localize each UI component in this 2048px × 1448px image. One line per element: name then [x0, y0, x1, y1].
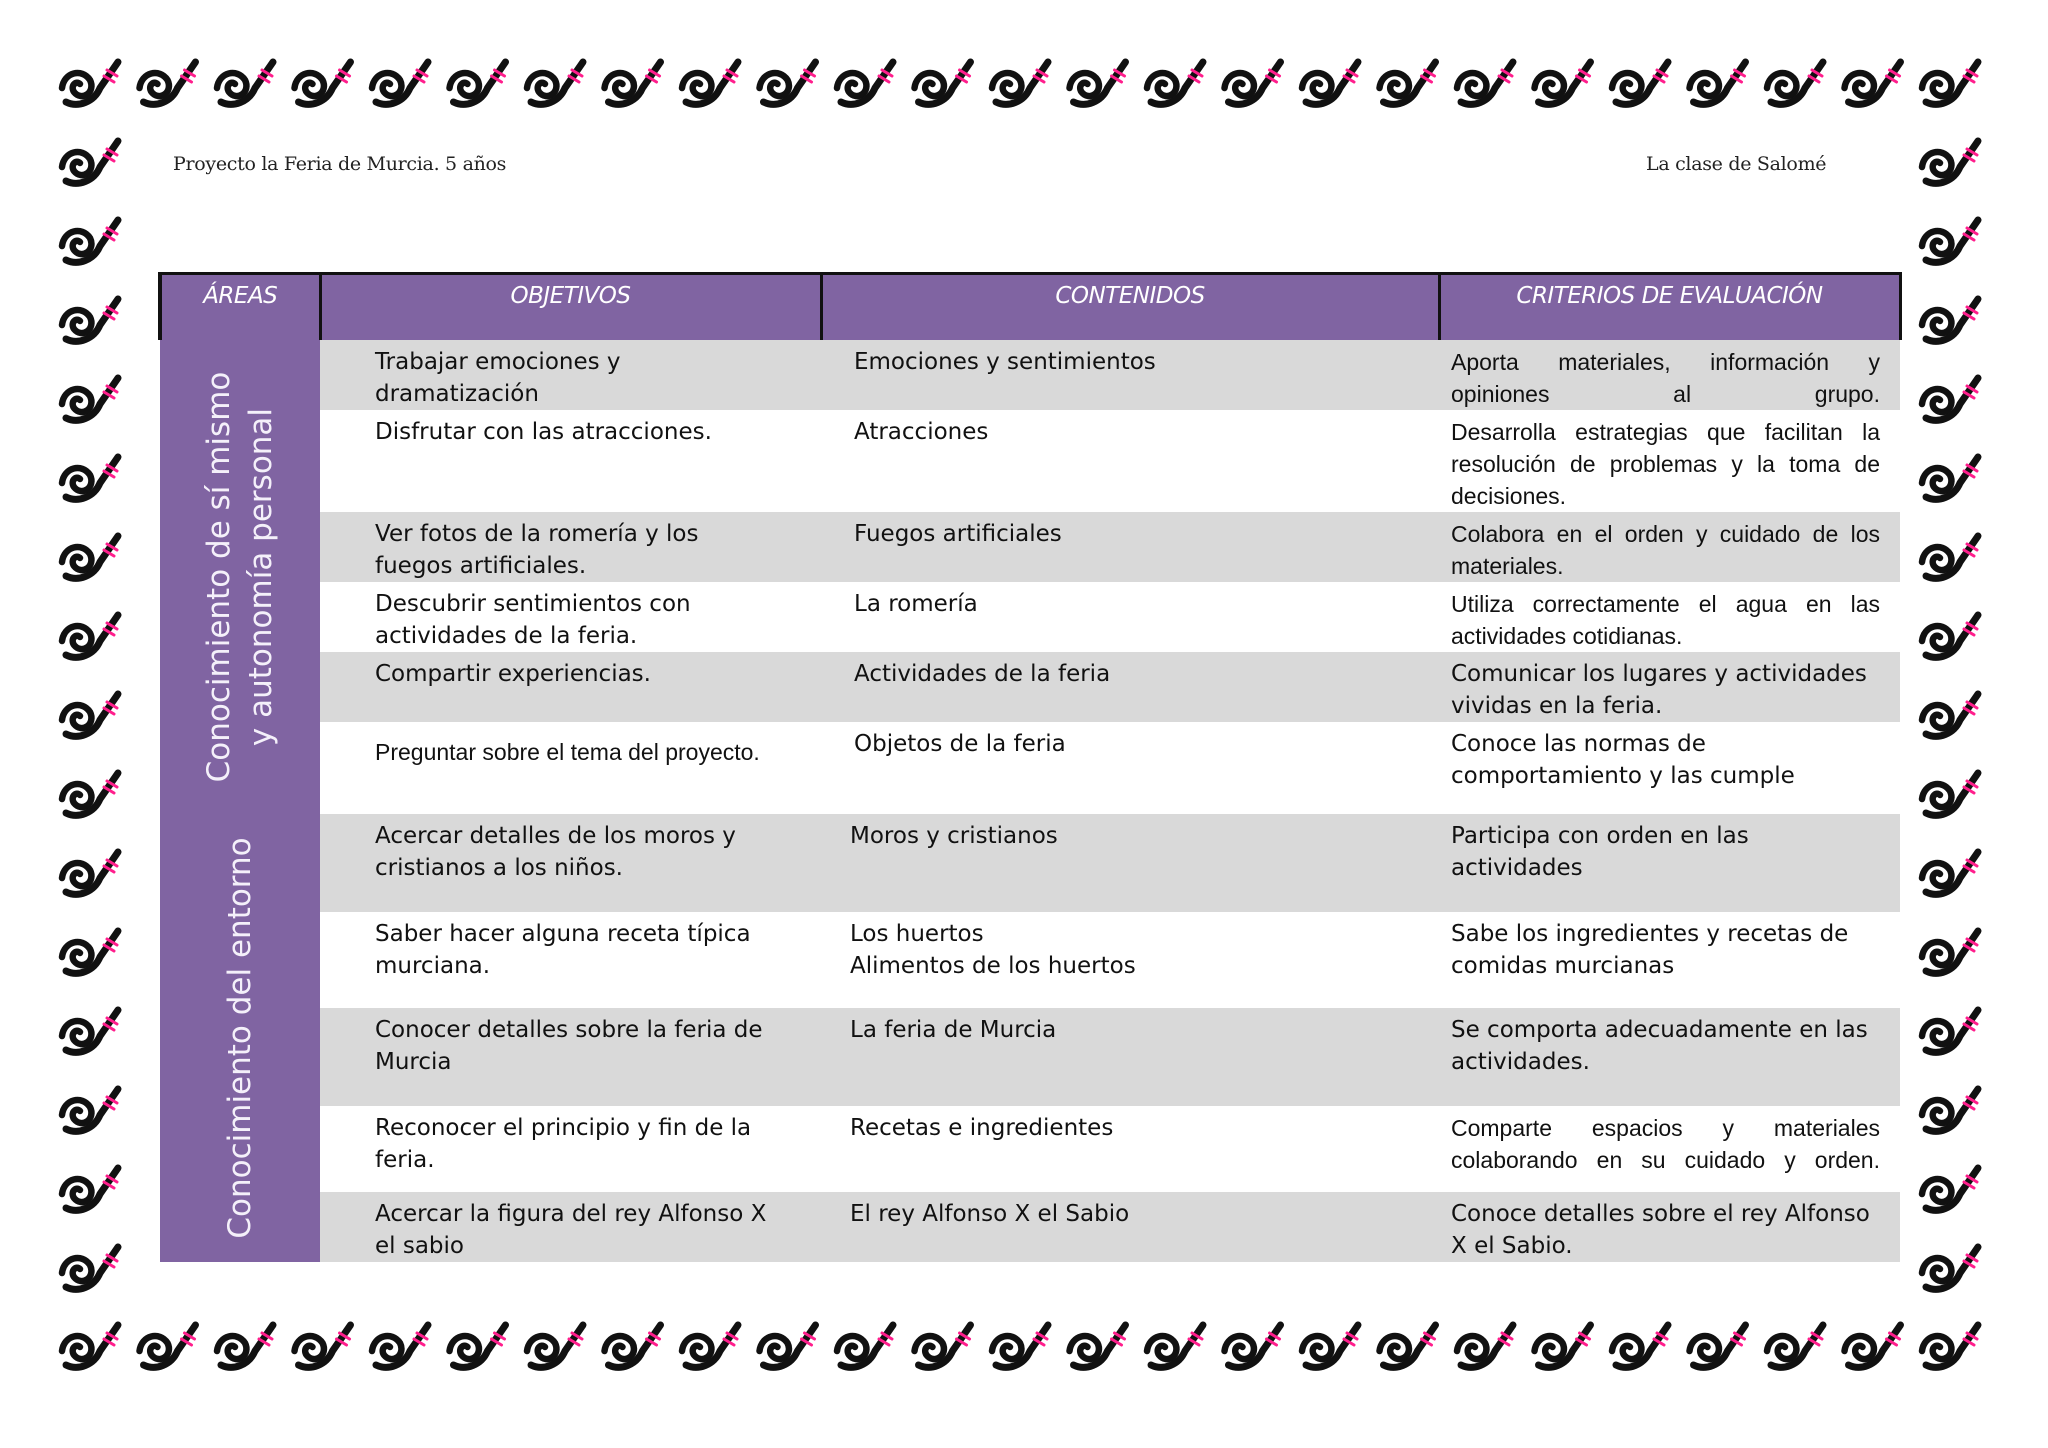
swirl-ornament [1922, 694, 1978, 736]
swirl-ornament [1457, 62, 1513, 104]
swirl-ornament [1302, 62, 1358, 104]
contenido-cell: La feria de Murcia [821, 1008, 1439, 1106]
header-contenidos: CONTENIDOS [821, 274, 1439, 340]
swirl-ornament [527, 62, 583, 104]
swirl-ornament [992, 1325, 1048, 1367]
swirl-ornament [1922, 931, 1978, 973]
swirl-ornament [372, 62, 428, 104]
header-project-title: Proyecto la Feria de Murcia. 5 años [173, 153, 507, 175]
table-row [160, 912, 1900, 1008]
swirl-ornament [1070, 1325, 1126, 1367]
swirl-ornament [837, 62, 893, 104]
header-objetivos: OBJETIVOS [320, 274, 821, 340]
swirl-ornament [62, 1168, 118, 1210]
swirl-ornament [295, 62, 351, 104]
contenido-cell: Objetos de la feria [821, 722, 1439, 814]
swirl-ornament [837, 1325, 893, 1367]
swirl-ornament [915, 1325, 971, 1367]
header-class-name: La clase de Salomé [1646, 153, 1827, 175]
swirl-ornament [62, 457, 118, 499]
objetivo-cell: Saber hacer alguna receta típica murciana. [320, 912, 821, 1008]
objetivo-cell: Compartir experiencias. [320, 652, 821, 722]
swirl-ornament [760, 62, 816, 104]
swirl-ornament [1535, 62, 1591, 104]
swirl-ornament [62, 1247, 118, 1289]
swirl-ornament [1845, 1325, 1901, 1367]
criterio-cell: Comunicar los lugares y actividades vividas en la feria. [1439, 652, 1900, 722]
criterio-cell: Sabe los ingredientes y recetas de comidas murcianas [1439, 912, 1900, 1008]
swirl-ornament [62, 931, 118, 973]
objetivo-cell: Trabajar emociones y dramatización [320, 340, 821, 410]
swirl-ornament [1922, 1247, 1978, 1289]
swirl-ornament [605, 1325, 661, 1367]
criterio-cell: Participa con orden en las actividades [1439, 814, 1900, 912]
swirl-ornament [1225, 1325, 1281, 1367]
table-row [160, 1106, 1900, 1192]
swirl-ornament [1767, 62, 1823, 104]
swirl-ornament [62, 694, 118, 736]
swirl-ornament [1767, 1325, 1823, 1367]
contenido-line: Alimentos de los huertos [850, 952, 1136, 979]
swirl-ornament [915, 62, 971, 104]
contenido-cell: Moros y cristianos [821, 814, 1439, 912]
swirl-ornament [1690, 62, 1746, 104]
swirl-ornament [1922, 615, 1978, 657]
swirl-ornament [140, 62, 196, 104]
swirl-ornament [295, 1325, 351, 1367]
swirl-ornament [1612, 62, 1668, 104]
swirl-ornament [450, 1325, 506, 1367]
objetivo-cell: Conocer detalles sobre la feria de Murcia [320, 1008, 821, 1106]
swirl-ornament [1380, 1325, 1436, 1367]
area-label: Conocimiento del entorno [222, 836, 258, 1239]
swirl-ornament [1922, 457, 1978, 499]
swirl-ornament [1922, 536, 1978, 578]
criterio-cell: Comparte espacios y materiales colaborando en su cuidado y orden. [1439, 1106, 1900, 1192]
swirl-ornament [62, 773, 118, 815]
swirl-ornament [605, 62, 661, 104]
swirl-ornament [372, 1325, 428, 1367]
swirl-ornament [1147, 1325, 1203, 1367]
table-row [160, 512, 1900, 582]
swirl-ornament [682, 1325, 738, 1367]
swirl-ornament [62, 852, 118, 894]
contenido-cell: Fuegos artificiales [821, 512, 1439, 582]
criterio-cell: Colabora en el orden y cuidado de los materiales. [1439, 512, 1900, 582]
area-label: Conocimiento de sí mismo y autonomía personal [201, 371, 279, 782]
swirl-ornament [1922, 773, 1978, 815]
contenido-cell: El rey Alfonso X el Sabio [821, 1192, 1439, 1262]
objetivo-cell: Descubrir sentimientos con actividades de la feria. [320, 582, 821, 652]
swirl-ornament [1302, 1325, 1358, 1367]
table-row [160, 410, 1900, 512]
swirl-ornament [62, 536, 118, 578]
criterio-cell: Aporta materiales, información y opiniones al grupo. [1439, 340, 1900, 410]
swirl-ornament [1690, 1325, 1746, 1367]
swirl-ornament [992, 62, 1048, 104]
swirl-ornament [1922, 1010, 1978, 1052]
swirl-ornament [1147, 62, 1203, 104]
swirl-ornament [1922, 1325, 1978, 1367]
table-row [160, 340, 1900, 410]
swirl-ornament [1922, 852, 1978, 894]
header-criterios: CRITERIOS DE EVALUACIÓN [1439, 274, 1900, 340]
swirl-ornament [62, 141, 118, 183]
table-row [160, 582, 1900, 652]
swirl-ornament [1922, 220, 1978, 262]
swirl-ornament [140, 1325, 196, 1367]
swirl-ornament [1922, 299, 1978, 341]
swirl-ornament [1922, 1168, 1978, 1210]
swirl-ornament [62, 378, 118, 420]
swirl-ornament [450, 62, 506, 104]
objetivo-cell: Reconocer el principio y fin de la feria. [320, 1106, 821, 1192]
swirl-ornament [62, 299, 118, 341]
contenido-cell: Recetas e ingredientes [821, 1106, 1439, 1192]
table-row [160, 1008, 1900, 1106]
swirl-ornament [62, 1010, 118, 1052]
objetivo-cell: Preguntar sobre el tema del proyecto. [320, 722, 821, 814]
criterio-cell: Conoce detalles sobre el rey Alfonso X el Sabio. [1439, 1192, 1900, 1262]
swirl-ornament [217, 62, 273, 104]
objetivo-cell: Disfrutar con las atracciones. [320, 410, 821, 512]
criterio-cell: Conoce las normas de comportamiento y las cumple [1439, 722, 1900, 814]
swirl-ornament [527, 1325, 583, 1367]
table-row [160, 652, 1900, 722]
swirl-ornament [62, 220, 118, 262]
swirl-ornament [1535, 1325, 1591, 1367]
swirl-ornament [1225, 62, 1281, 104]
swirl-ornament [760, 1325, 816, 1367]
swirl-ornament [1070, 62, 1126, 104]
swirl-ornament [62, 615, 118, 657]
objetivo-cell: Ver fotos de la romería y los fuegos artificiales. [320, 512, 821, 582]
swirl-ornament [1845, 62, 1901, 104]
table-row [160, 722, 1900, 814]
swirl-ornament [62, 62, 118, 104]
criterio-cell: Desarrolla estrategias que facilitan la resolución de problemas y la toma de decisiones. [1439, 410, 1900, 512]
contenido-cell: Atracciones [821, 410, 1439, 512]
table-row [160, 1192, 1900, 1262]
swirl-ornament [1922, 378, 1978, 420]
objetivo-cell: Acercar la figura del rey Alfonso X el sabio [320, 1192, 821, 1262]
objetivo-cell: Acercar detalles de los moros y cristianos a los niños. [320, 814, 821, 912]
area-cell-entorno [160, 814, 320, 1262]
header-areas: ÁREAS [160, 274, 320, 340]
contenido-line: Los huertos [850, 920, 984, 947]
swirl-ornament [62, 1325, 118, 1367]
swirl-ornament [1612, 1325, 1668, 1367]
swirl-ornament [1922, 62, 1978, 104]
contenido-cell: Emociones y sentimientos [821, 340, 1439, 410]
swirl-ornament [217, 1325, 273, 1367]
contenido-cell: Actividades de la feria [821, 652, 1439, 722]
swirl-ornament [1922, 141, 1978, 183]
swirl-ornament [682, 62, 738, 104]
swirl-ornament [1457, 1325, 1513, 1367]
swirl-ornament [62, 1089, 118, 1131]
contenido-cell [821, 912, 1439, 1008]
criterio-cell: Utiliza correctamente el agua en las actividades cotidianas. [1439, 582, 1900, 652]
evaluation-table [158, 272, 1902, 1262]
criterio-cell: Se comporta adecuadamente en las actividades. [1439, 1008, 1900, 1106]
swirl-ornament [1380, 62, 1436, 104]
table-header-row [160, 274, 1900, 340]
swirl-ornament [1922, 1089, 1978, 1131]
area-cell-autonomia [160, 340, 320, 814]
table-row [160, 814, 1900, 912]
contenido-cell: La romería [821, 582, 1439, 652]
